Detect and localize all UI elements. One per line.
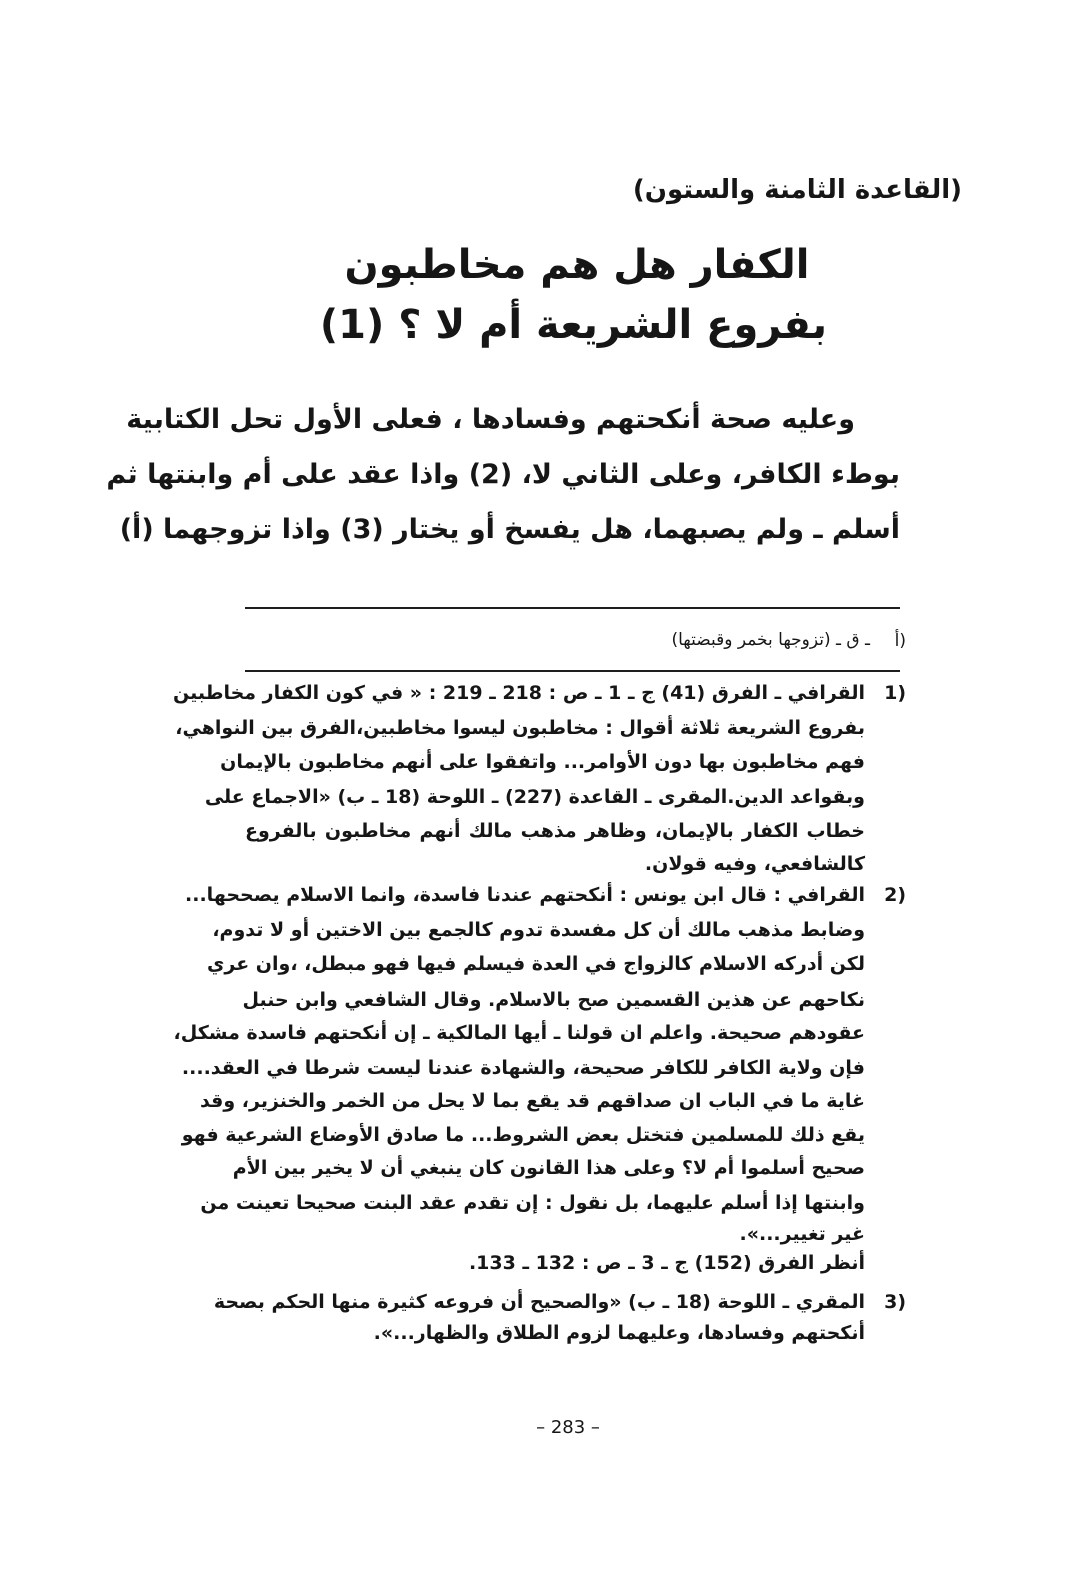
footnote-separator: [245, 607, 900, 609]
footnote-line: نكاحهم عن هذين القسمين صح بالاسلام. وقال الشافعي وابن حنبل: [242, 989, 865, 1011]
body-line: بوطء الكافر، وعلى الثاني لا، (2) واذا عقد على أم وابنتها ثم: [106, 459, 900, 490]
title-line-1: الكفار هل هم مخاطبون: [344, 242, 810, 288]
footnote-line: صحيح أسلموا أم لا؟ وعلى هذا القانون كان ينبغي أن لا يخير بين الأم: [232, 1157, 865, 1179]
footnote-line: خطاب الكفار بالإيمان، وظاهر مذهب مالك أنهم مخاطبون بالفروع: [245, 820, 865, 842]
body-line: أسلم ـ ولم يصبهما، هل يفسخ أو يختار (3) واذا تزوجهما (أ): [119, 514, 900, 545]
footnote-marker: 1): [884, 682, 906, 704]
footnote-line: أنكحتهم وفسادها، وعليهما لزوم الطلاق والظهار...».: [373, 1322, 865, 1344]
footnote-line: بفروع الشريعة ثلاثة أقوال : مخاطبون ليسوا مخاطبين،الفرق بين النواهي،: [175, 717, 865, 739]
footnote-marker: 3): [884, 1291, 906, 1313]
variant-note-text: ـ ق ـ (تزوجها بخمر وقبضتها): [671, 630, 870, 650]
footnote-line: فهم مخاطبون بها دون الأوامر... واتفقوا على أنهم مخاطبون بالإيمان: [220, 751, 865, 773]
footnote-line: لكن أدركه الاسلام كالزواج في العدة فيسلم فيها فهو مبطل، ،وان عري: [206, 953, 865, 975]
footnote-line: يقع ذلك للمسلمين فتختل بعض الشروط... ما صادق الأوضاع الشرعية فهو: [181, 1124, 865, 1146]
footnote-line: وابنتها إذا أسلم عليهما، بل نقول : إن تقدم عقد البنت صحيحا تعينت من: [200, 1192, 865, 1214]
footnote-line: القرافي ـ الفرق (41) ج ـ 1 ـ ص : 218 ـ 219 : « في كون الكفار مخاطبين: [172, 682, 865, 704]
page-number: – 283 –: [536, 1417, 600, 1438]
footnote-line: غاية ما في الباب ان صداقهم قد يقع بما لا يحل من الخمر والخنزير، وقد: [199, 1090, 865, 1112]
title-line-2: بفروع الشريعة أم لا ؟ (1): [319, 302, 827, 348]
footnote-line: عقودهم صحيحة. واعلم ان قولنا ـ أيها المالكية ـ إن أنكحتهم فاسدة مشكل،: [173, 1022, 865, 1044]
footnote-line: القرافي : قال ابن يونس : أنكحتهم عندنا فاسدة، وانما الاسلام يصححها...: [185, 884, 865, 906]
footnote-reference-line: أنظر الفرق (152) ج ـ 3 ـ ص : 132 ـ 133.: [468, 1252, 865, 1274]
footnote-line: المقري ـ اللوحة (18 ـ ب) «والصحيح أن فروعه كثيرة منها الحكم بصحة: [213, 1291, 865, 1313]
variant-note-marker: أ): [894, 631, 906, 651]
footnote-line: وضابط مذهب مالك أن كل مفسدة تدوم كالجمع بين الاختين أو لا تدوم،: [212, 919, 865, 941]
footnote-line: كالشافعي، وفيه قولان.: [644, 853, 865, 875]
footnote-line: وبقواعد الدين.المقرى ـ القاعدة (227) ـ اللوحة (18 ـ ب) «الاجماع على: [204, 786, 865, 808]
footnote-marker: 2): [884, 884, 906, 906]
footnote-separator: [245, 670, 900, 672]
footnote-line: غير تغيير...».: [739, 1223, 865, 1245]
rule-heading: (القاعدة الثامنة والستون): [632, 175, 962, 205]
footnote-line: فإن ولاية الكافر للكافر صحيحة، والشهادة عندنا ليست شرطا في العقد....: [181, 1057, 865, 1079]
body-line: وعليه صحة أنكحتهم وفسادها ، فعلى الأول تحل الكتابية: [126, 404, 855, 435]
